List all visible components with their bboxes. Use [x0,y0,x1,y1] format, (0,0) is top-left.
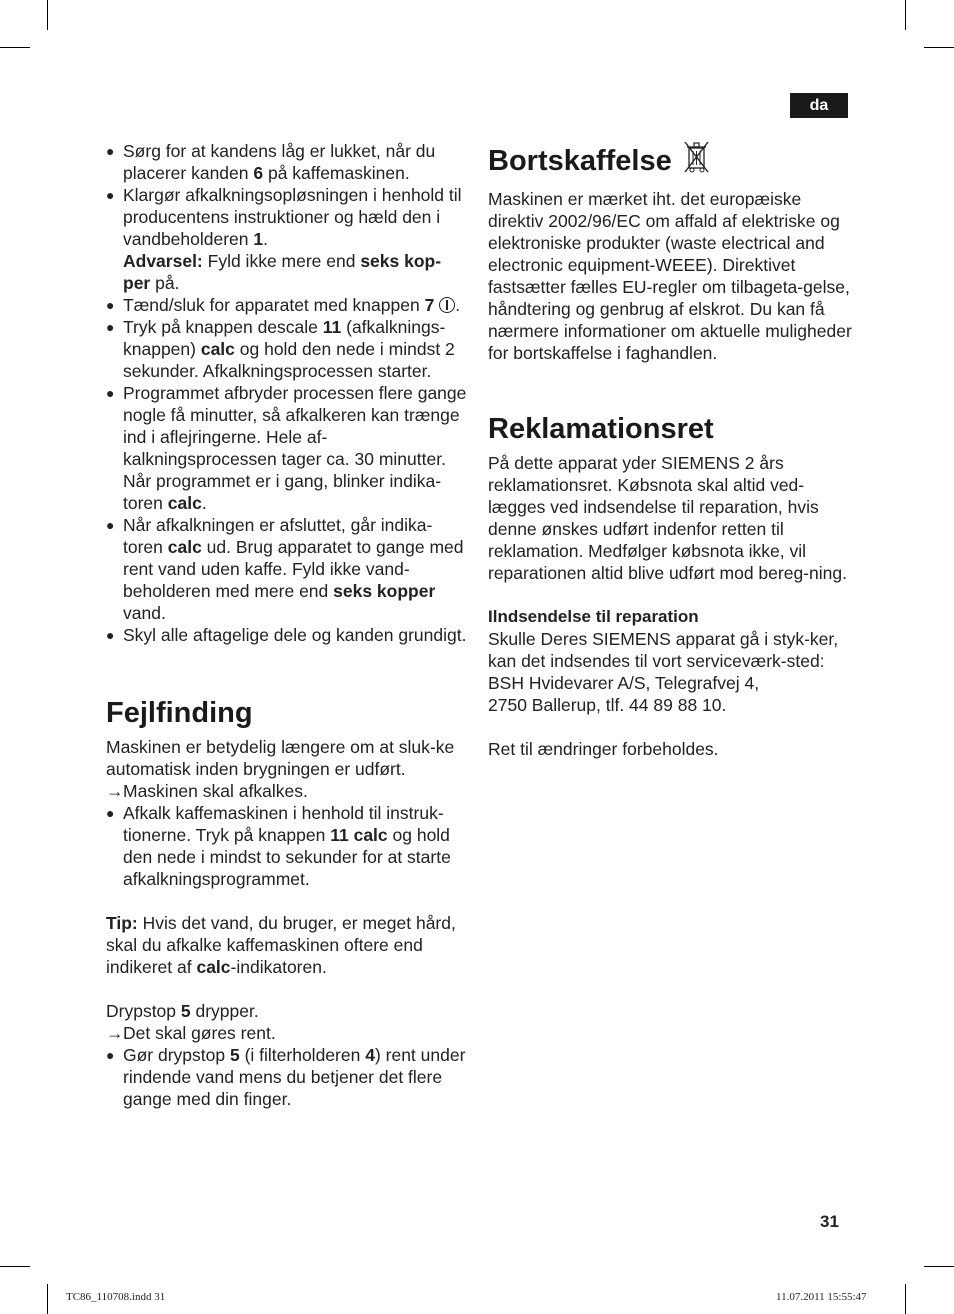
bold-text: calc [167,493,202,513]
list-item: ● Afkalk kaffemaskinen i henhold til instruk-tionerne. Tryk på knappen 11 calc og hold den nede i mindst to sekunder for at starte afkalkningsprogrammet. [106,802,468,890]
list-item: ● Klargør afkalkningsopløsningen i henhold til producentens instruktioner og hæld den i vandbeholderen 1. Advarsel: Fyld ikke mere end seks kop-per på. [106,184,468,294]
crop-mark [905,1284,906,1314]
power-icon [439,297,455,313]
crossed-out-bin-icon [684,140,710,174]
crop-mark [905,0,906,30]
drypstop-line: Drypstop 5 drypper. [106,1001,259,1021]
bold-text: calc [200,339,235,359]
indsendelse-heading: Ilndsendelse til reparation [488,607,699,626]
tip-paragraph: Tip: Hvis det vand, du bruger, er meget hård, skal du afkalke kaffemaskinen oftere end indikeret af calc-indikatoren. [106,913,456,977]
list-item: ● Tænd/sluk for apparatet med knappen 7 . [106,294,468,316]
fejl-arrow-1: →Maskinen skal afkalkes. [106,781,308,801]
arrow-icon: → [106,1023,124,1043]
crop-mark [47,0,48,30]
list-item: ● Sørg for at kandens låg er lukket, når du placerer kanden 6 på kaffemaskinen. [106,140,468,184]
instruction-list [106,140,468,646]
bortskaffelse-heading: Bortskaffelse [488,140,853,178]
list-item: ● Gør drypstop 5 (i filterholderen 4) rent under rindende vand mens du betjener det flere gange med din finger. [106,1044,468,1110]
bold-text: 1 [253,229,264,249]
list-item: ● Skyl alle aftagelige dele og kanden grundigt. [106,624,468,646]
page-number: 31 [820,1212,839,1231]
bold-text: calc [196,957,231,977]
fejlfinding-heading: Fejlfinding [106,697,253,729]
footer-timestamp: 11.07.2011 15:55:47 [776,1291,867,1303]
crop-mark [47,1284,48,1314]
bold-text: 5 [229,1045,240,1065]
bold-text: 11 [322,317,342,337]
fejl-intro: Maskinen er betydelig længere om at sluk-ke automatisk inden brygningen er udført. [106,737,455,779]
bold-text: 5 [180,1001,191,1021]
bold-text: seks kopper [333,581,436,601]
crop-mark [0,1266,30,1267]
left-column [106,140,468,1110]
bortskaffelse-text: Maskinen er mærket iht. det europæiske direktiv 2002/96/EC om affald af elektriske og elektroniske produkter (waste electrical and electronic equipment-WEEE). Direktivet fastsætter fælles EU-regler om tilbageta-gelse, håndtering og genbrug af elskrot. Du kan få nærmere informationer om aktuelle muligheder for bortskaffelse i faghandlen. [488,189,852,363]
list-item: ● Når afkalkningen er afsluttet, går indika-toren calc ud. Brug apparatet to gange med rent vand uden kaffe. Fyld ikke vand-beholderen med mere end seks kopper vand. [106,514,468,624]
right-column [488,140,853,760]
arrow-icon: → [106,781,124,801]
fejl-arrow-2: →Det skal gøres rent. [106,1023,276,1043]
bold-text: Advarsel: [123,251,203,271]
crop-mark [924,1266,954,1267]
address-line-2: 2750 Ballerup, tlf. 44 89 88 10. [488,695,727,715]
fejl-list-1 [106,802,468,890]
bold-text: 7 [424,295,435,315]
indsendelse-text: Skulle Deres SIEMENS apparat gå i styk-ker, kan det indsendes til vort serviceværk-sted: [488,629,839,671]
address-line-1: BSH Hvidevarer A/S, Telegrafvej 4, [488,673,760,693]
bold-text: 11 calc [330,825,388,845]
bold-text: seks kop-per [123,251,442,293]
bold-text: Tip: [106,913,138,933]
list-item: ● Programmet afbryder processen flere gange nogle få minutter, så afkalkeren kan trænge ind i aflejringerne. Hele af-kalkningsprocessen tager ca. 30 minutter. Når programmet er i gang, blinker indika-toren calc. [106,382,468,514]
fejl-list-2 [106,1044,468,1110]
language-tab: da [790,93,848,118]
reklamationsret-heading: Reklamationsret [488,413,714,445]
bold-text: 4 [365,1045,375,1065]
changes-note: Ret til ændringer forbeholdes. [488,739,719,759]
footer-file-info: TC86_110708.indd 31 [66,1291,166,1303]
list-item: ● Tryk på knappen descale 11 (afkalknings-knappen) calc og hold den nede i mindst 2 sekunder. Afkalkningsprocessen starter. [106,316,468,382]
crop-mark [924,47,954,48]
bold-text: calc [167,537,202,557]
bold-text: 6 [253,163,264,183]
reklamationsret-text: På dette apparat yder SIEMENS 2 års reklamationsret. Købsnota skal altid ved-lægges ved indsendelse til reparation, hvis denne ønskes udført indenfor retten til reklamation. Medfølger købsnota ikke, vil reparationen altid blive udført mod bereg-ning. [488,453,847,583]
crop-mark [0,47,30,48]
